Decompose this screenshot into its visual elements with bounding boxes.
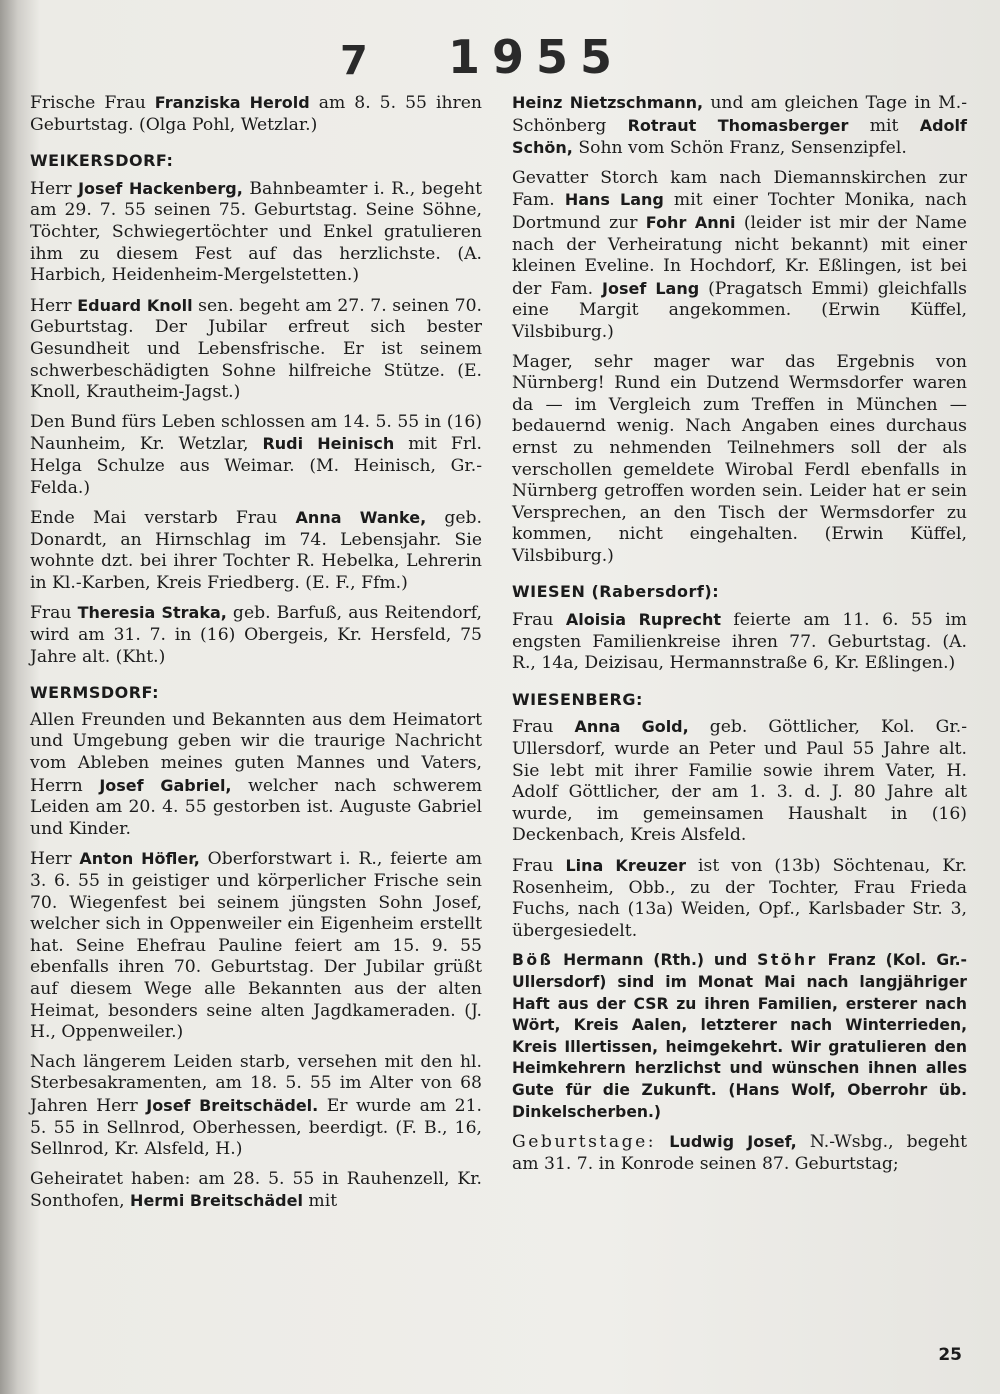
article-paragraph: Herr Josef Hackenberg, Bahnbeamter i. R., begeht am 29. 7. 55 seinen 75. Geburtstag. Seine Söhne, Töchter, Schwiegertöchter und Enkel gratulieren ihm zu diesem Fest auf das herzlichste. (A. Harbich, Heidenheim-Mergelstetten.) — [30, 178, 482, 286]
article-paragraph: Frau Theresia Straka, geb. Barfuß, aus Reitendorf, wird am 31. 7. in (16) Obergeis, Kr. Hersfeld, 75 Jahre alt. (Kht.) — [30, 603, 482, 667]
article-paragraph: Herr Eduard Knoll sen. begeht am 27. 7. seinen 70. Geburtstag. Der Jubilar erfreut sich bester Gesundheit und Lebensfrische. Er ist seinem schwerbeschädigten Sohne hilfreiche Stütze. (E. Knoll, Krautheim-Jagst.) — [30, 295, 483, 403]
issue-header — [340, 30, 640, 90]
article-paragraph: Frau Lina Kreuzer ist von (13b) Söchtenau, Kr. Rosenheim, Obb., zu der Tochter, Frau Frieda Fuchs, nach (13a) Weiden, Opf., Karlsbader Str. 3, übergesiedelt. — [512, 856, 967, 941]
section-heading-wermsdorf: WERMSDORF: — [30, 683, 159, 703]
article-paragraph: Den Bund fürs Leben schlossen am 14. 5. 55 in (16) Naunheim, Kr. Wetzlar, Rudi Heinisch mit Frl. Helga Schulze aus Weimar. (M. Heinisch, Gr.-Felda.) — [30, 411, 483, 498]
issue-number: 7 — [340, 38, 380, 84]
article-paragraph: Allen Freunden und Bekannten aus dem Heimatort und Umgebung geben wir die traurige Nachricht vom Ableben meines guten Mannes und Vaters, Herrn Josef Gabriel, welcher nach schwerem Leiden am 20. 4. 55 gestorben ist. Auguste Gabriel und Kinder. — [30, 709, 482, 839]
article-paragraph: Herr Anton Höfler, Oberforstwart i. R., feierte am 3. 6. 55 in geistiger und körperlicher Frische sein 70. Wiegenfest bei seinem jüngsten Sohn Josef, welcher sich in Oppenweiler ein Eigenheim erstellt hat. Seine Ehefrau Pauline feiert am 15. 9. 55 ebenfalls ihren 70. Geburtstag. Der Jubilar grüßt auf diesem Wege alle Bekannten aus der alten Heimat, besonders seine alten Jagdkameraden. (J. H., Oppenweiler.) — [30, 849, 482, 1043]
article-paragraph: Frau Anna Gold, geb. Göttlicher, Kol. Gr.-Ullersdorf, wurde an Peter und Paul 55 Jahre alt. Sie lebt mit ihrer Familie sowie ihrem Vater, H. Adolf Göttlicher, der am 1. 3. d. J. 80 Jahre alt wurde, im gemeinsamen Haushalt in (16) Deckenbach, Kreis Alsfeld. — [512, 717, 967, 846]
page-number: 25 — [938, 1345, 962, 1365]
article-paragraph: Gevatter Storch kam nach Diemannskirchen zur Fam. Hans Lang mit einer Tochter Monika, nach Dortmund zur Fohr Anni (leider ist mir der Name nach der Verheiratung nicht bekannt) mit einer kleinen Eveline. In Hochdorf, Kr. Eßlingen, ist bei der Fam. Josef Lang (Pragatsch Emmi) gleichfalls eine Margit angekommen. (Erwin Küffel, Vilsbiburg.) — [512, 167, 967, 342]
article-paragraph: Frau Aloisia Ruprecht feierte am 11. 6. 55 im engsten Familienkreise ihren 77. Geburtstag. (A. R., 14a, Deizisau, Hermannstraße 6, Kr. Eßlingen.) — [512, 610, 967, 674]
article-paragraph: Mager, sehr mager war das Ergebnis von Nürnberg! Rund ein Dutzend Wermsdorfer waren da — im Vergleich zum Treffen in München — bedauernd wenig. Nach Angaben eines durchaus ernst zu nehmenden Teilnehmers soll der als verschollen gemeldete Wirobal Ferdl ebenfalls in Nürnberg getroffen worden sein. Leider hat er sein Versprechen, an den Tisch der Wermsdorfer zu kommen, nicht eingehalten. (Erwin Küffel, Vilsbiburg.) — [512, 351, 967, 566]
section-heading-weikersdorf: WEIKERSDORF: — [30, 151, 174, 171]
article-paragraph: Heinz Nietzschmann, und am gleichen Tage in M.-Schönberg Rotraut Thomasberger mit Adolf Schön, Sohn vom Schön Franz, Sensenzipfel. — [512, 93, 967, 159]
article-paragraph: Nach längerem Leiden starb, versehen mit den hl. Sterbesakramenten, am 18. 5. 55 im Alter von 68 Jahren Herr Josef Breitschädel. Er wurde am 21. 5. 55 in Sellnrod, Oberhessen, beerdigt. (F. B., 16, Sellnrod, Kr. Alsfeld, H.) — [30, 1051, 483, 1160]
section-heading-wiesen: WIESEN (Rabersdorf): — [512, 582, 720, 602]
article-paragraph: Frische Frau Franziska Herold am 8. 5. 55 ihren Geburtstag. (Olga Pohl, Wetzlar.) — [30, 93, 482, 135]
left-column — [30, 92, 482, 1221]
article-paragraph-bold: Böß Hermann (Rth.) und Stöhr Franz (Kol. Gr.-Ullersdorf) sind im Monat Mai nach langjähriger Haft aus der CSR zu ihren Familien, ersterer nach Wört, Kreis Aalen, letzterer nach Winterrieden, Kreis Illertissen, heimgekehrt. Wir gratulieren den Heimkehrern herzlichst und wünschen ihnen alles Gute für die Zukunft. (Hans Wolf, Oberrohr üb. Dinkelscherben.) — [512, 951, 967, 1121]
article-paragraph: Geheiratet haben: am 28. 5. 55 in Rauhenzell, Kr. Sonthofen, Hermi Breitschädel mit — [30, 1168, 482, 1212]
right-column — [512, 92, 967, 1183]
issue-year: 1955 — [448, 30, 625, 84]
section-heading-wiesenberg: WIESENBERG: — [512, 689, 643, 709]
article-paragraph: Ende Mai verstarb Frau Anna Wanke, geb. Donardt, an Hirnschlag im 74. Lebensjahr. Sie wohnte dzt. bei ihrer Tochter R. Hebelka, Lehrerin in Kl.-Karben, Kreis Friedberg. (E. F., Ffm.) — [30, 508, 482, 593]
article-paragraph: Geburtstage: Ludwig Josef, N.-Wsbg., begeht am 31. 7. in Konrode seinen 87. Geburtstag; — [512, 1132, 967, 1174]
